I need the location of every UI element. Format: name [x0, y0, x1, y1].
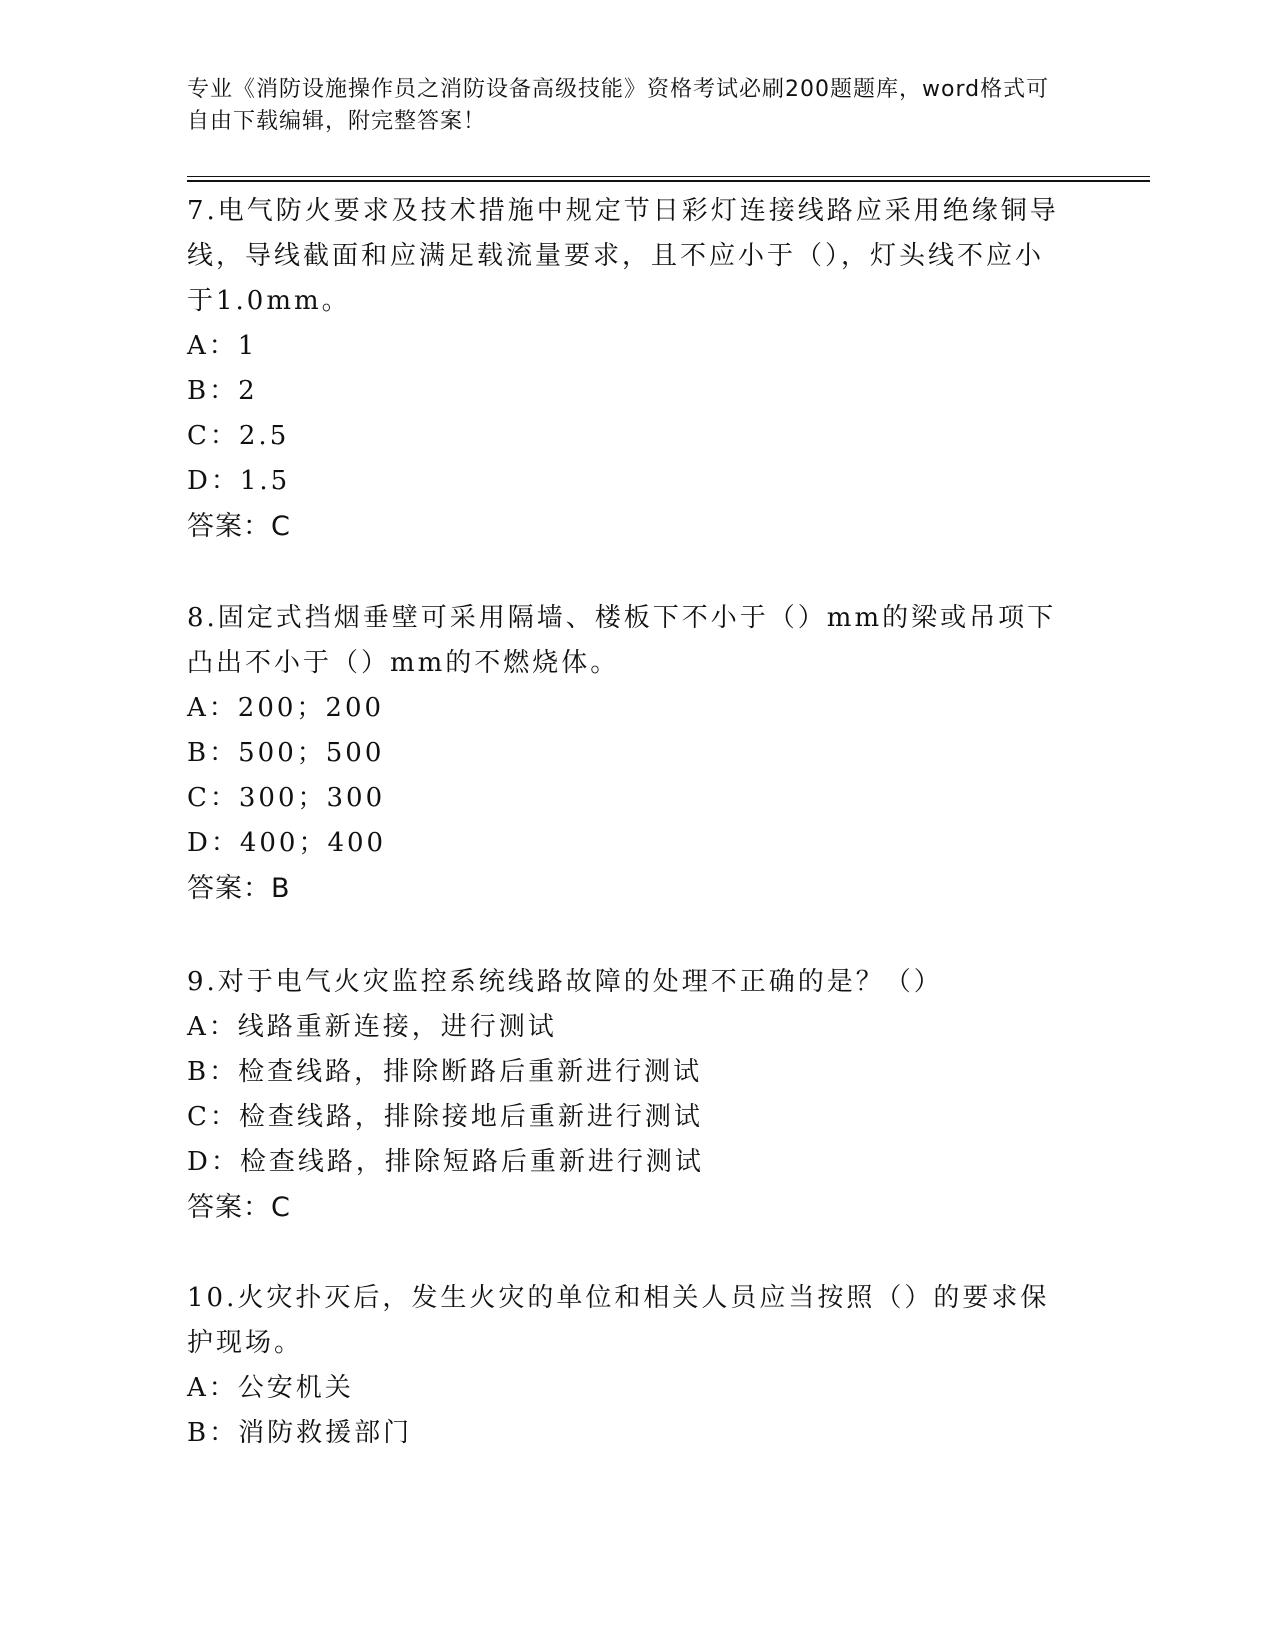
- question-text: 7.电气防火要求及技术措施中规定节日彩灯连接线路应采用绝缘铜导线，导线截面和应满足载流量要求，且不应小于（），灯头线不应小于1.0mm。: [187, 196, 1059, 316]
- option-d: D：检查线路，排除短路后重新进行测试: [187, 1147, 704, 1177]
- option-b: B：消防救援部门: [187, 1418, 413, 1448]
- header-divider-thick: [187, 180, 1150, 182]
- answer-line: 答案：C: [187, 1192, 291, 1223]
- answer-line: 答案：B: [187, 873, 291, 904]
- option-b: B：检查线路，排除断路后重新进行测试: [187, 1057, 703, 1087]
- option-d: D：1.5: [187, 466, 291, 496]
- option-d: D：400；400: [187, 828, 387, 858]
- question-text: 8.固定式挡烟垂壁可采用隔墙、楼板下不小于（）mm的梁或吊项下凸出不小于（）mm的不燃烧体。: [187, 603, 1057, 678]
- question-7: [187, 189, 1067, 549]
- option-b: B：2: [187, 376, 258, 406]
- option-c: C：300；300: [187, 783, 386, 813]
- question-10: [187, 1276, 1067, 1456]
- option-a: A：公安机关: [187, 1373, 354, 1403]
- question-text: 10.火灾扑灭后，发生火灾的单位和相关人员应当按照（）的要求保护现场。: [187, 1283, 1050, 1358]
- header-divider-thin: [187, 176, 1150, 177]
- option-a: A：200；200: [187, 693, 385, 723]
- question-text: 9.对于电气火灾监控系统线路故障的处理不正确的是？（）: [187, 967, 943, 997]
- option-c: C：2.5: [187, 421, 290, 451]
- question-8: [187, 596, 1067, 911]
- option-a: A：线路重新连接，进行测试: [187, 1012, 557, 1042]
- answer-line: 答案：C: [187, 511, 291, 542]
- document-title: 专业《消防设施操作员之消防设备高级技能》资格考试必刷200题题库，word格式可自由下载编辑，附完整答案！: [187, 77, 1050, 134]
- document-header: [187, 74, 1067, 138]
- option-a: A：1: [187, 331, 258, 361]
- question-9: [187, 960, 1067, 1230]
- option-c: C：检查线路，排除接地后重新进行测试: [187, 1102, 703, 1132]
- option-b: B：500；500: [187, 738, 385, 768]
